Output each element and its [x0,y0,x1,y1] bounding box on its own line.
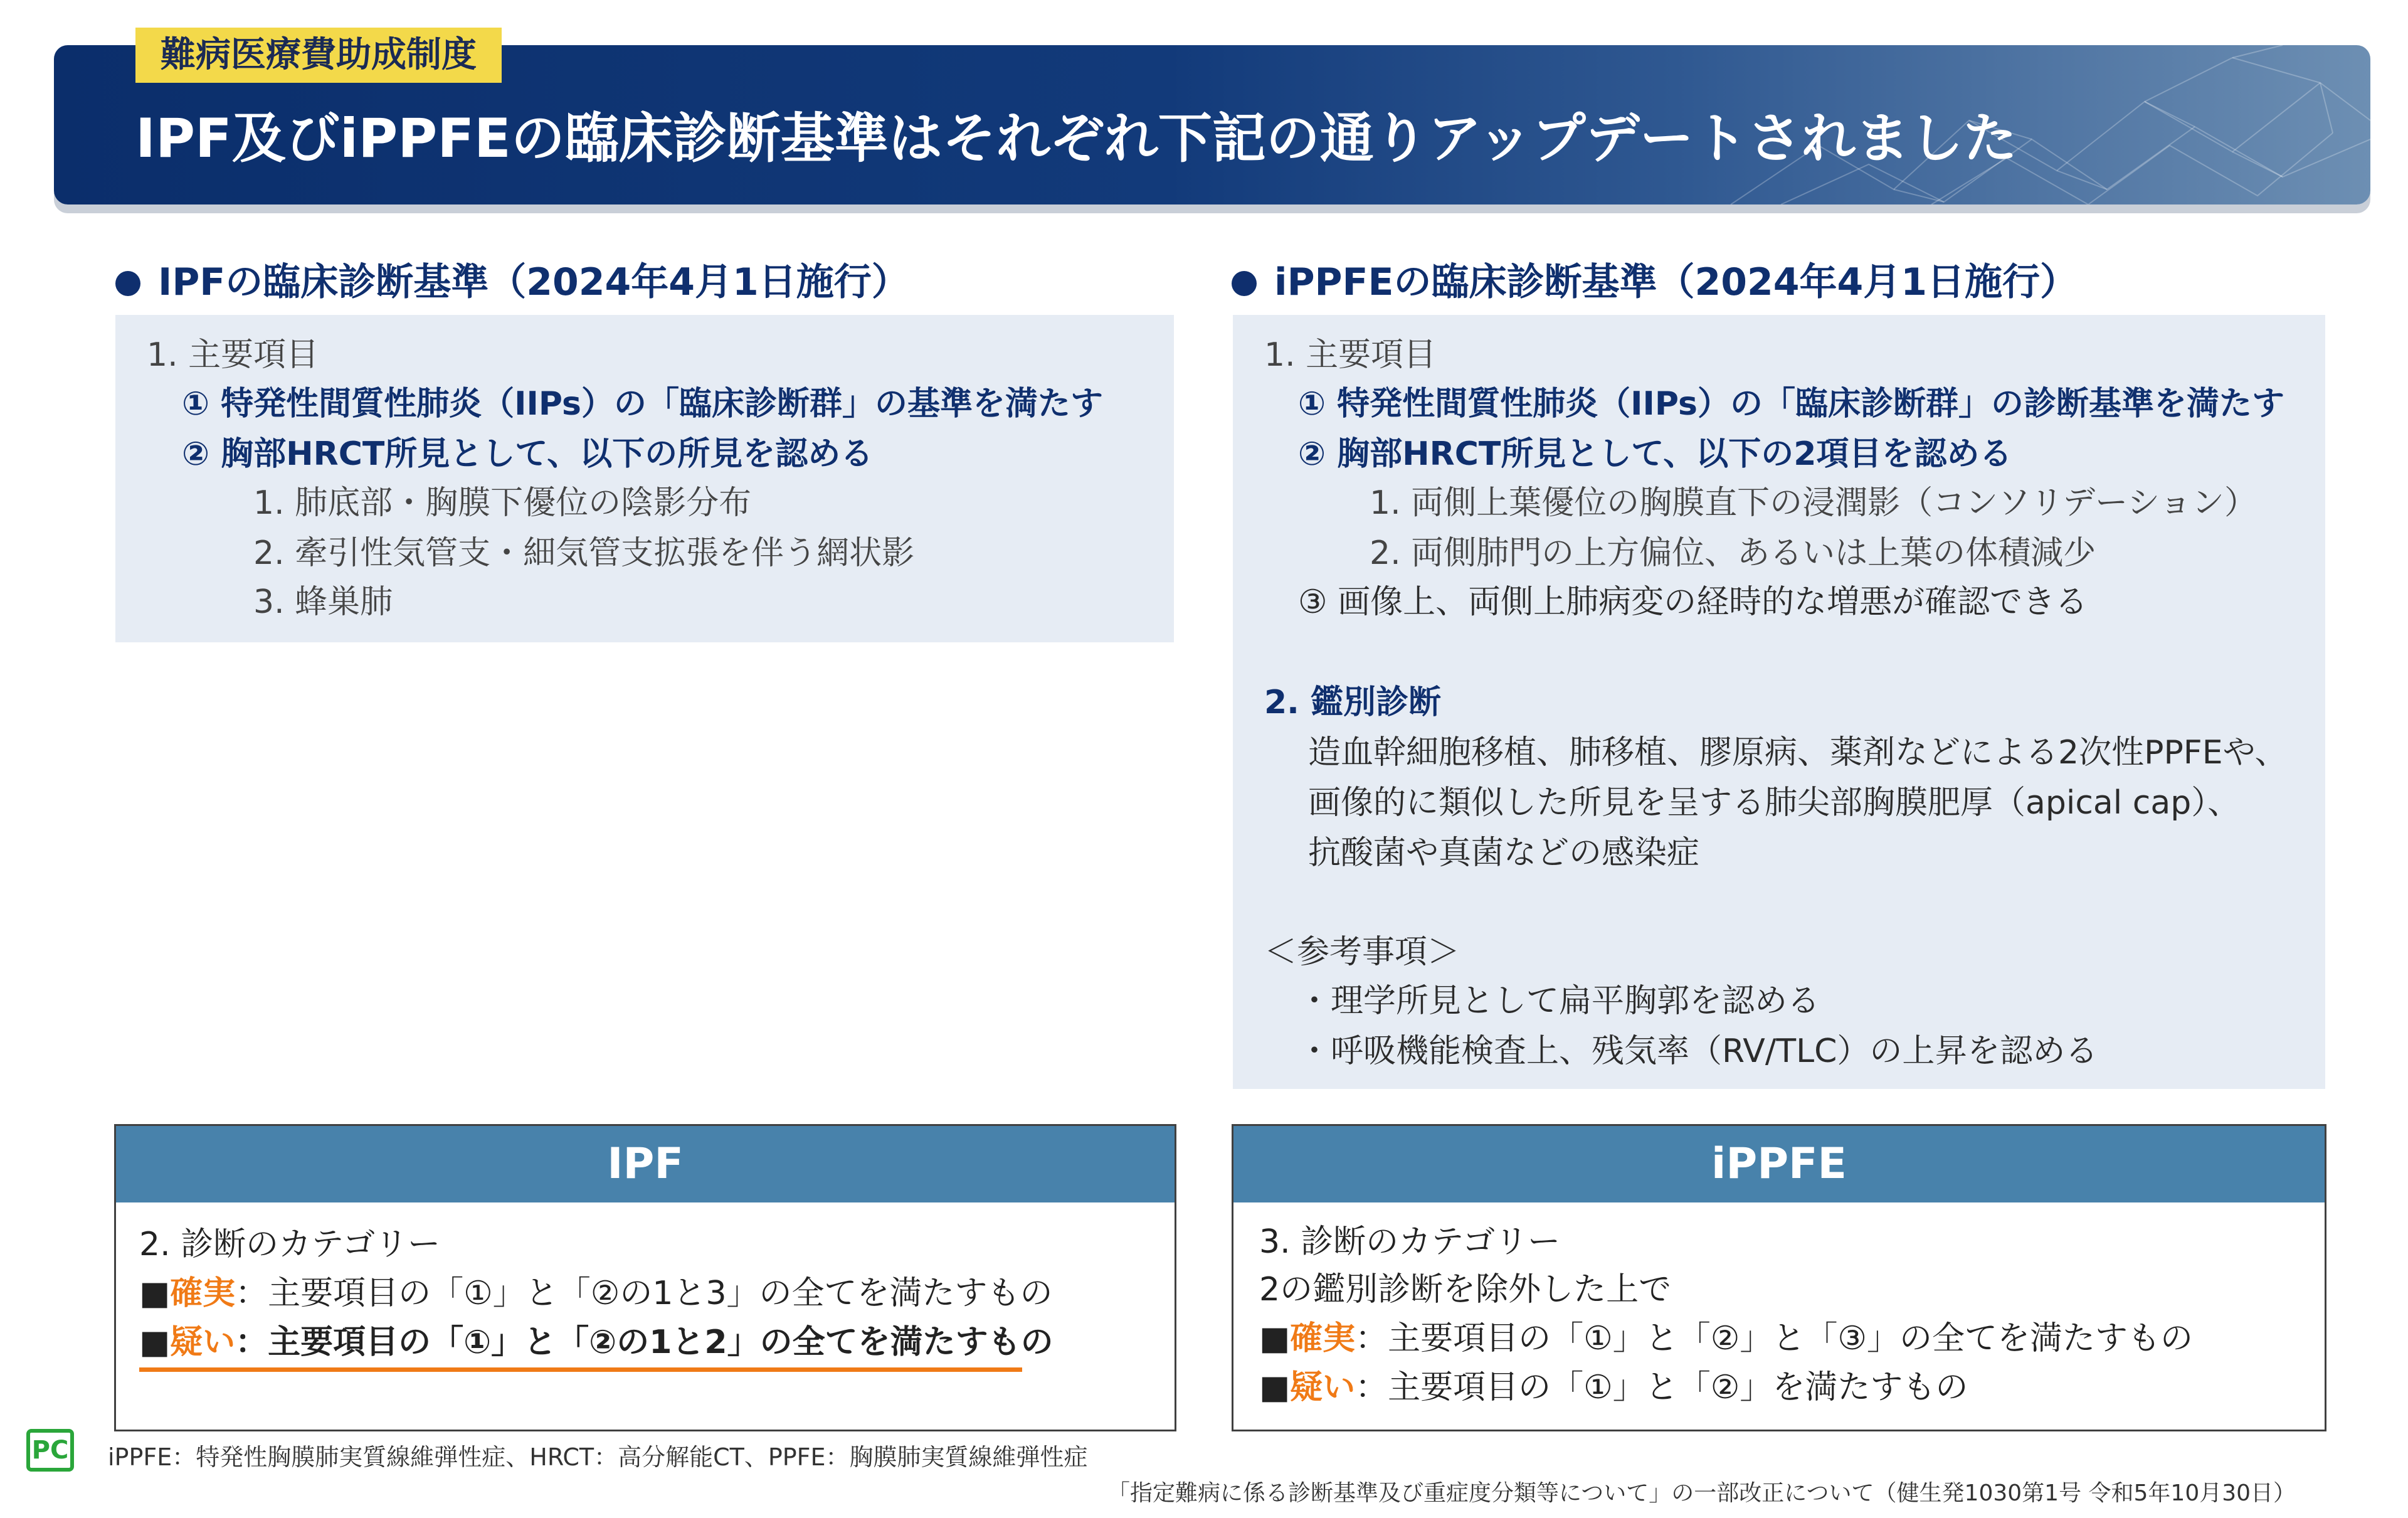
abbreviation-footnote: iPPFE：特発性胸膜肺実質線維弾性症、HRCT：高分解能CT、PPFE：胸膜肺実質線維弾性症 [108,1443,1088,1471]
ippfe-differential-line-2: 画像的に類似した所見を呈する肺尖部胸膜肥厚（apical cap）、 [1308,784,2241,822]
definite-text: ：主要項目の「①」と「②の1と3」の全てを満たすもの [235,1275,1053,1312]
bullet-dot-icon [1232,271,1257,296]
definite-label: 確実 [1290,1320,1356,1357]
ipf-definite-row [139,1271,1053,1316]
square-bullet-icon: ■ [1259,1320,1291,1357]
ippfe-criterion-1: ① 特発性間質性肺炎（IIPs）の「臨床診断群」の診断基準を満たす [1298,385,2284,423]
ipf-category-heading: 2. 診断のカテゴリー [139,1226,441,1263]
ippfe-differential-heading: 2. 鑑別診断 [1264,684,1442,721]
ippfe-differential-line-3: 抗酸菌や真菌などの感染症 [1308,834,1700,872]
ippfe-reference-item-1: ・理学所見として扁平胸郭を認める [1298,982,1820,1020]
ippfe-box-title: iPPFE [1233,1126,2325,1202]
ippfe-heading-text: iPPFEの臨床診断基準（2024年4月1日施行） [1274,260,2078,304]
probable-text: ：主要項目の「①」と「②の1と2」の全てを満たすもの [235,1324,1054,1361]
ippfe-criterion-3: ③ 画像上、両側上肺病変の経時的な増悪が確認できる [1298,583,2088,621]
ipf-criterion-2: ② 胸部HRCT所見として、以下の所見を認める [182,435,874,473]
square-bullet-icon: ■ [139,1324,171,1361]
ippfe-subitem-2: 2. 両側肺門の上方偏位、あるいは上葉の体積減少 [1370,534,2096,572]
probable-text: ：主要項目の「①」と「②」を満たすもの [1355,1369,1968,1406]
ipf-heading-text: IPFの臨床診断基準（2024年4月1日施行） [158,260,909,304]
ippfe-reference-item-2: ・呼吸機能検査上、残気率（RV/TLC）の上昇を認める [1298,1032,2098,1070]
probable-label: 疑い [170,1324,236,1361]
definite-text: ：主要項目の「①」と「②」と「③」の全てを満たすもの [1355,1320,2194,1357]
ipf-subitem-1: 1. 肺底部・胸膜下優位の陰影分布 [253,484,752,522]
ippfe-probable-row [1259,1365,1968,1410]
source-citation: 「指定難病に係る診断基準及び重症度分類等について」の一部改正について（健生発1030第1号 令和5年10月30日） [1107,1480,2296,1506]
bullet-dot-icon [115,271,140,296]
ipf-box-title: IPF [116,1126,1175,1202]
ipf-subitem-3: 3. 蜂巣肺 [253,583,393,621]
square-bullet-icon: ■ [139,1275,171,1312]
ipf-item-heading: 1. 主要項目 [147,336,319,374]
ipf-criterion-1: ① 特発性間質性肺炎（IIPs）の「臨床診断群」の基準を満たす [182,385,1103,423]
emphasis-underline [139,1367,1022,1372]
ippfe-definite-row [1259,1316,2193,1361]
ipf-section-heading [115,257,909,307]
program-tag: 難病医療費助成制度 [135,28,502,83]
page-title: IPF及びiPPFEの臨床診断基準はそれぞれ下記の通りアップデートされました [135,107,2017,170]
ippfe-criterion-2: ② 胸部HRCT所見として、以下の2項目を認める [1298,435,2012,473]
probable-label: 疑い [1290,1369,1356,1406]
definite-label: 確実 [170,1275,236,1312]
ippfe-section-heading [1232,257,2078,307]
pc-logo-icon: PC [26,1429,74,1472]
ippfe-category-heading: 3. 診断のカテゴリー [1259,1223,1561,1261]
ippfe-differential-line-1: 造血幹細胞移植、肺移植、膠原病、薬剤などによる2次性PPFEや、 [1308,734,2288,772]
ippfe-reference-heading: ＜参考事項＞ [1264,933,1460,971]
ippfe-precondition: 2の鑑別診断を除外した上で [1259,1271,1672,1308]
ipf-probable-row [139,1320,1054,1365]
ippfe-subitem-1: 1. 両側上葉優位の胸膜直下の浸潤影（コンソリデーション） [1370,484,2258,522]
ipf-subitem-2: 2. 牽引性気管支・細気管支拡張を伴う網状影 [253,534,915,572]
square-bullet-icon: ■ [1259,1369,1291,1406]
ippfe-item-heading: 1. 主要項目 [1264,336,1437,374]
